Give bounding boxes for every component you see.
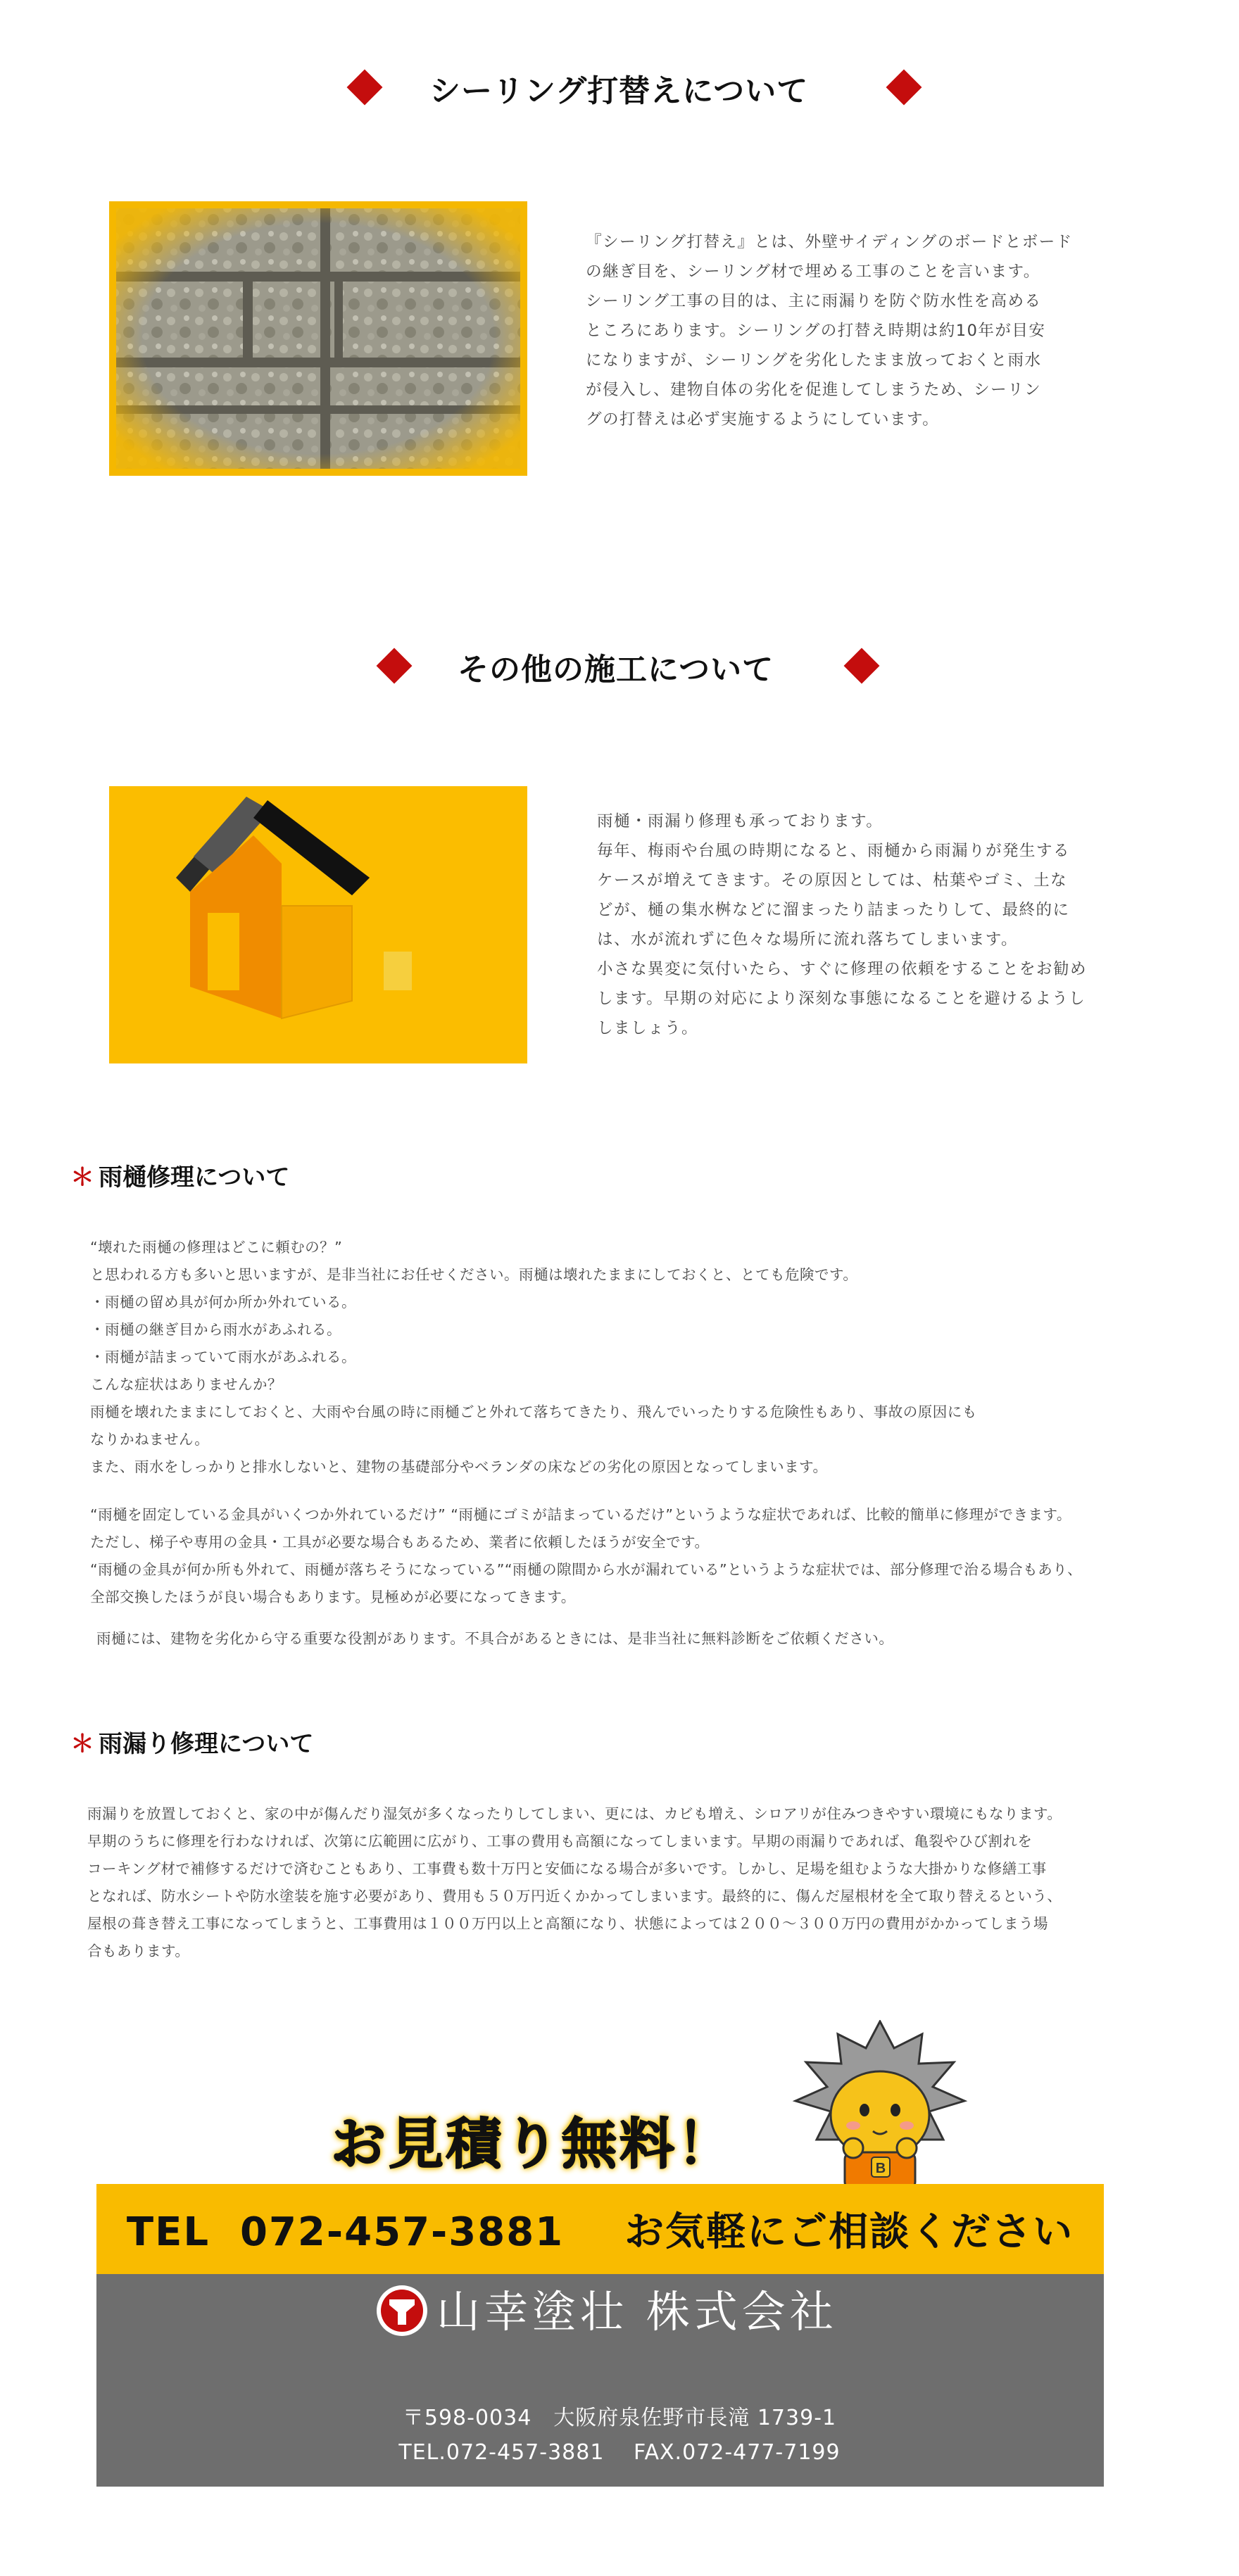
leak-repair-heading — [70, 1724, 313, 1759]
free-estimate-title: お見積り無料！ — [331, 2113, 736, 2176]
house-illustration — [109, 786, 527, 1063]
leak-repair-text: 雨漏りを放置しておくと、家の中が傷んだり湿気が多くなったりしてしまい、更には、カビも増え、シロアリが住みつきやすい環境にもなります。 早期のうちに修理を行わなければ、次第に広範囲に広がり、工事の費用も高額になってしまいます。早期の雨漏りであれば、亀裂やひび割れを コーキング材で補修するだけで済むこともあり、工事費も数十万円と安価になる場合が多いです。しかし、足場を組むような大掛かりな修繕工事 となれば、防水シートや防水塗装を施す必要があり、費用も５０万円近くかかってしまいます。最終的に、傷んだ屋根材を全て取り替えるという、 屋根の葺き替え工事になってしまうと、工事費用は１００万円以上と高額になり、状態によっては２００～３００万円の費用がかかってしまう場 合もあります。 — [87, 1805, 1062, 1959]
title-diamond-left-icon — [377, 648, 413, 684]
title-diamond-right-icon — [844, 648, 880, 684]
gutter-repair-heading-text: 雨樋修理について — [99, 1163, 290, 1192]
company-logo-icon — [375, 2284, 429, 2337]
contact-banner — [96, 2184, 1104, 2274]
title-diamond-right-icon — [886, 70, 922, 106]
gutter-repair-text-1: “壊れた雨樋の修理はどこに頼むの？” と思われる方も多いと思いますが、是非当社にお任せください。雨樋は壊れたままにしておくと、とても危険です。 ・雨樋の留め具が何か所か外れている。 ・雨樋の継ぎ目から雨水があふれる。 ・雨樋が詰まっていて雨水があふれる。 こんな症状はありませんか？ 雨樋を壊れたままにしておくと、大雨や台風の時に雨樋ごと外れて落ちてきたり、飛んでいったりする危険性もあり、事故の原因にも なりかねません。 また、雨水をしっかりと排水しないと、建物の基礎部分やベランダの床などの劣化の原因となってしまいます。 — [90, 1239, 977, 1475]
company-name: 山幸塗壮 株式会社 — [436, 2286, 838, 2337]
gutter-repair-text-3: 雨樋には、建物を劣化から守る重要な役割があります。不具合があるときには、是非当社に無料診断をご依頼ください。 — [96, 1630, 894, 1647]
leak-repair-heading-text: 雨漏り修理について — [99, 1730, 314, 1758]
contact-tel-text[interactable]: TEL 072-457-3881 お気軽にご相談ください — [126, 2209, 1074, 2255]
gutter-repair-heading — [70, 1158, 289, 1192]
other-work-description: 雨樋・雨漏り修理も承っております。 毎年、梅雨や台風の時期になると、雨樋から雨漏りが発生する ケースが増えてきます。その原因としては、枯葉やゴミ、土な どが、樋の集水桝などに溜まったり詰まったりして、最終的に は、水が流れずに色々な場所に流れ落ちてしまいます。 小さな異変に気付いたら、すぐに修理の依頼をすることをお勧め します。早期の対応により深刻な事態になることを避けるようし しましょう。 — [597, 812, 1088, 1037]
sealing-description: 『シーリング打替え』とは、外壁サイディングのボードとボード の継ぎ目を、シーリング材で埋める工事のことを言います。 シーリング工事の目的は、主に雨漏りを防ぐ防水性を高める ところにあります。シーリングの打替え時期は約10年が目安 になりますが、シーリングを劣化したまま放っておくと雨水 が侵入し、建物自体の劣化を促進してしまうため、シーリン グの打替えは必ず実施するようにしています。 — [586, 233, 1073, 429]
mascot-illustration — [788, 2020, 971, 2189]
company-tel-fax[interactable]: TEL.072-457-3881 FAX.072-477-7199 — [398, 2440, 841, 2465]
section-title-other-work: その他の施工について — [458, 652, 774, 688]
asterisk-icon: ＊ — [70, 1163, 94, 1192]
section-title-sealing: シーリング打替えについて — [429, 73, 809, 109]
title-diamond-left-icon — [347, 70, 383, 106]
company-address: 〒598-0034 大阪府泉佐野市長滝 1739-1 — [402, 2406, 837, 2430]
sealing-wall-image — [109, 201, 527, 476]
gutter-repair-text-2: “雨樋を固定している金具がいくつか外れているだけ” “雨樋にゴミが詰まっているだけ”というような症状であれば、比較的簡単に修理ができます。 ただし、梯子や専用の金具・工具が必要な場合もあるため、業者に依頼したほうが安全です。 “雨樋の金具が何か所も外れて、雨樋が落ちそうになっている”“雨樋の隙間から水が漏れている”というような症状では、部分修理で治る場合もあり、 全部交換したほうが良い場合もあります。見極めが必要になってきます。 — [90, 1506, 1083, 1605]
asterisk-icon: ＊ — [70, 1730, 94, 1758]
mascot-badge-letter: B — [875, 2161, 886, 2176]
